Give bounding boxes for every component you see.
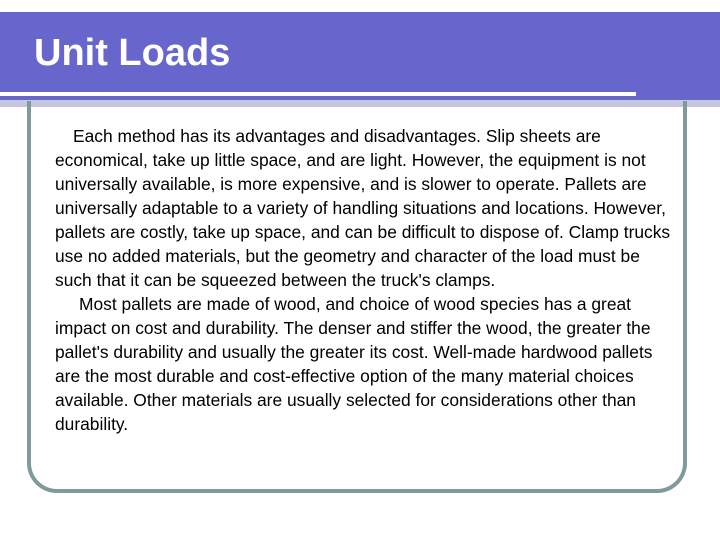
body-paragraph-2: Most pallets are made of wood, and choice of wood species has a great impact on cost and durability. The denser and stiffer the wood, the greater the pallet's durability and usually the greater its cost. Well-made hardwood pallets are the most durable and cost-effective option of the many material choices available. Other materials are usually selected for considerations other than durability. — [55, 294, 653, 434]
slide-body — [55, 124, 675, 436]
slide-title: Unit Loads — [34, 32, 231, 74]
title-underline — [0, 92, 636, 96]
body-paragraph-1: Each method has its advantages and disadvantages. Slip sheets are economical, take up little space, and are light. However, the equipment is not universally available, is more expensive, and is slower to operate. Pallets are universally adaptable to a variety of handling situations and locations. However, pallets are costly, take up space, and can be difficult to dispose of. Clamp trucks use no added materials, but the geometry and character of the load must be such that it can be squeezed between the truck's clamps. — [55, 126, 671, 290]
